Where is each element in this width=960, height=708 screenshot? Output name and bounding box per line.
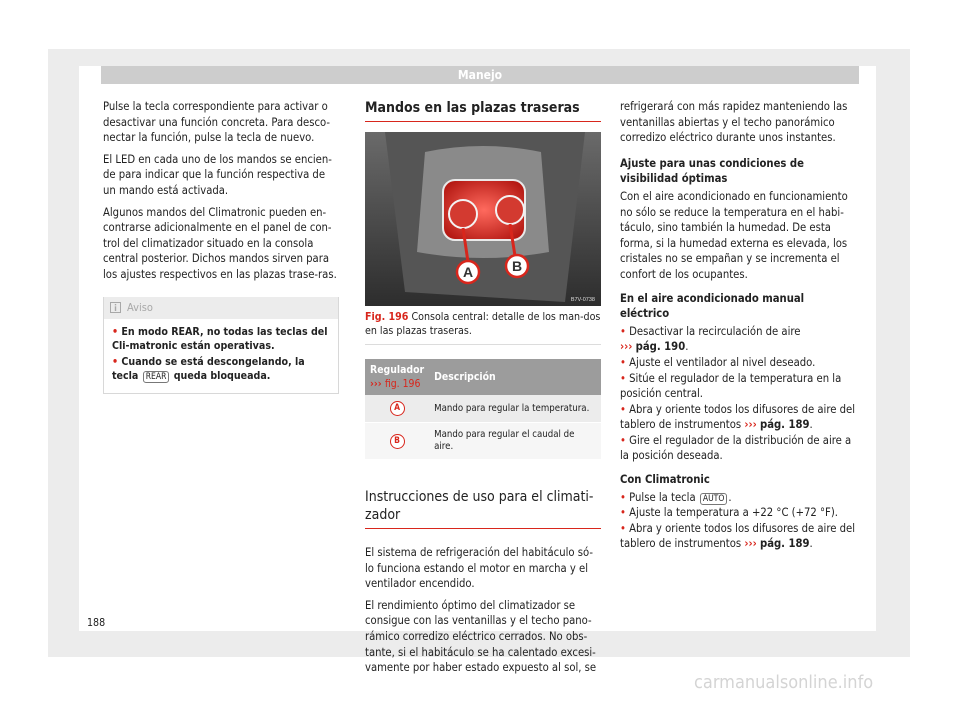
list-item: • Cuando se está descongelando, la tecla REAR queda bloqueada. [112,355,305,382]
controls-table [365,359,601,460]
page-reference[interactable]: pág. 190 [635,340,686,354]
paragraph: Con el aire acondicionado en funcionamiento no sólo se reduce la temperatura en el habi-táculo, sino también la humedad. De esta forma, si la humedad externa es elevada, los cristales no se empañan y se incrementa el confort de los ocupantes. [620,189,848,281]
paragraph: Algunos mandos del Climatronic pueden en-contrarse adicionalmente en el panel de con-trol del climatizador situado en la consola central posterior. Dichos mandos sirven para los ajustes respectivos en las plazas trase-ras. [103,205,337,281]
section-header: Manejo [101,66,859,84]
bullet-icon: • [112,355,119,368]
reference-arrow-icon: ››› [620,340,633,354]
table-cell: Mando para regular el caudal de aire. [429,423,601,460]
list-item: • Abra y oriente todos los difusores de aire del tablero de instrumentos ››› pág. 189. [620,402,855,432]
list-item: • Ajuste el ventilador al nivel deseado. [620,355,816,369]
table-cell: Mando para regular la temperatura. [429,395,601,423]
subheading: Ajuste para unas condiciones de visibilidad óptimas [620,156,804,186]
paragraph: refrigerará con más rapidez manteniendo las ventanillas abiertas y el techo panorámico corredizo eléctrico durante unos instantes. [620,100,848,145]
paragraph: El sistema de refrigeración del habitáculo só-lo funciona estando el motor en marcha y el ventilador encendido. [365,546,593,591]
info-icon [110,302,121,313]
reference-arrow-icon: ››› [744,418,757,432]
bullet-icon: • [620,433,626,447]
table-header: Regulador ››› fig. 196 [365,359,429,395]
bullet-icon: • [620,355,626,369]
paragraph: Pulse la tecla correspondiente para activar o desactivar una función concreta. Para desco-nectar la función, pulse la tecla de nuevo. [103,100,330,145]
table-row [365,395,601,423]
notice-header [104,297,338,319]
paragraph: El rendimiento óptimo del climatizador se consigue con las ventanillas y el techo pano-rámico corredizo eléctrico cerrados. No obs-tante, si el habitáculo se ha calentado excesi-vamente por haber estado expuesto al sol, se [365,598,597,675]
column-left [103,99,339,394]
list-item: • Abra y oriente todos los difusores de aire del tablero de instrumentos ››› pág. 189. [620,521,855,551]
notice-body [104,319,338,393]
list-item: • Sitúe el regulador de la temperatura en la posición central. [620,371,842,401]
callout-a: A [462,264,474,280]
bullet-icon: • [620,506,626,520]
reference-arrow-icon: ››› [370,378,382,390]
figure-code: B7V-0738 [570,297,595,303]
section-title: Instrucciones de uso para el climati-zador [365,488,601,529]
callout-b: B [511,258,523,274]
notice-box [103,297,339,394]
list-item: • Desactivar la recirculación de aire ››› pág. 190. [620,324,801,354]
list-item: • Pulse la tecla AUTO . [620,490,732,504]
table-header: Descripción [429,359,601,395]
page-reference[interactable]: pág. 189 [759,418,810,432]
subheading: En el aire acondicionado manual eléctrico [620,291,805,321]
notice-title: Aviso [127,300,153,314]
figure-reference[interactable]: fig. 196 [384,378,421,390]
paragraph: El LED en cada uno de los mandos se encien-de para indicar que la función respectiva de un mando está activada. [103,152,332,197]
table-row [365,423,601,460]
list-item: • Gire el regulador de la distribución de aire a la posición deseada. [620,433,852,463]
bullet-icon: • [620,521,626,535]
figure-label: Fig. 196 [365,311,409,323]
key-badge: A [390,401,405,416]
console-illustration [365,132,601,306]
list-item: • En modo REAR, no todas las teclas del Cli-matronic están operativas. [112,325,328,352]
bullet-icon: • [620,402,626,416]
column-right [620,99,856,552]
bullet-icon: • [620,371,626,385]
page-number: 188 [87,617,106,629]
page-reference[interactable]: pág. 189 [759,537,810,551]
list-item: • Ajuste la temperatura a +22 °C (+72 °F). [620,506,838,520]
bullet-icon: • [620,490,626,504]
auto-key: AUTO [700,493,728,505]
bullet-icon: • [112,325,119,338]
figure-caption: Fig. 196 Consola central: detalle de los man-dos en las plazas traseras. [365,310,601,345]
subheading: Con Climatronic [620,473,710,487]
section-title: Mandos en las plazas traseras [365,99,601,122]
column-middle [365,99,601,682]
key-badge: B [390,434,405,449]
rear-key: REAR [143,371,170,383]
watermark: carmanualsonline.info [694,672,874,693]
reference-arrow-icon: ››› [744,537,757,551]
figure-image [365,132,601,306]
bullet-icon: • [620,324,626,338]
